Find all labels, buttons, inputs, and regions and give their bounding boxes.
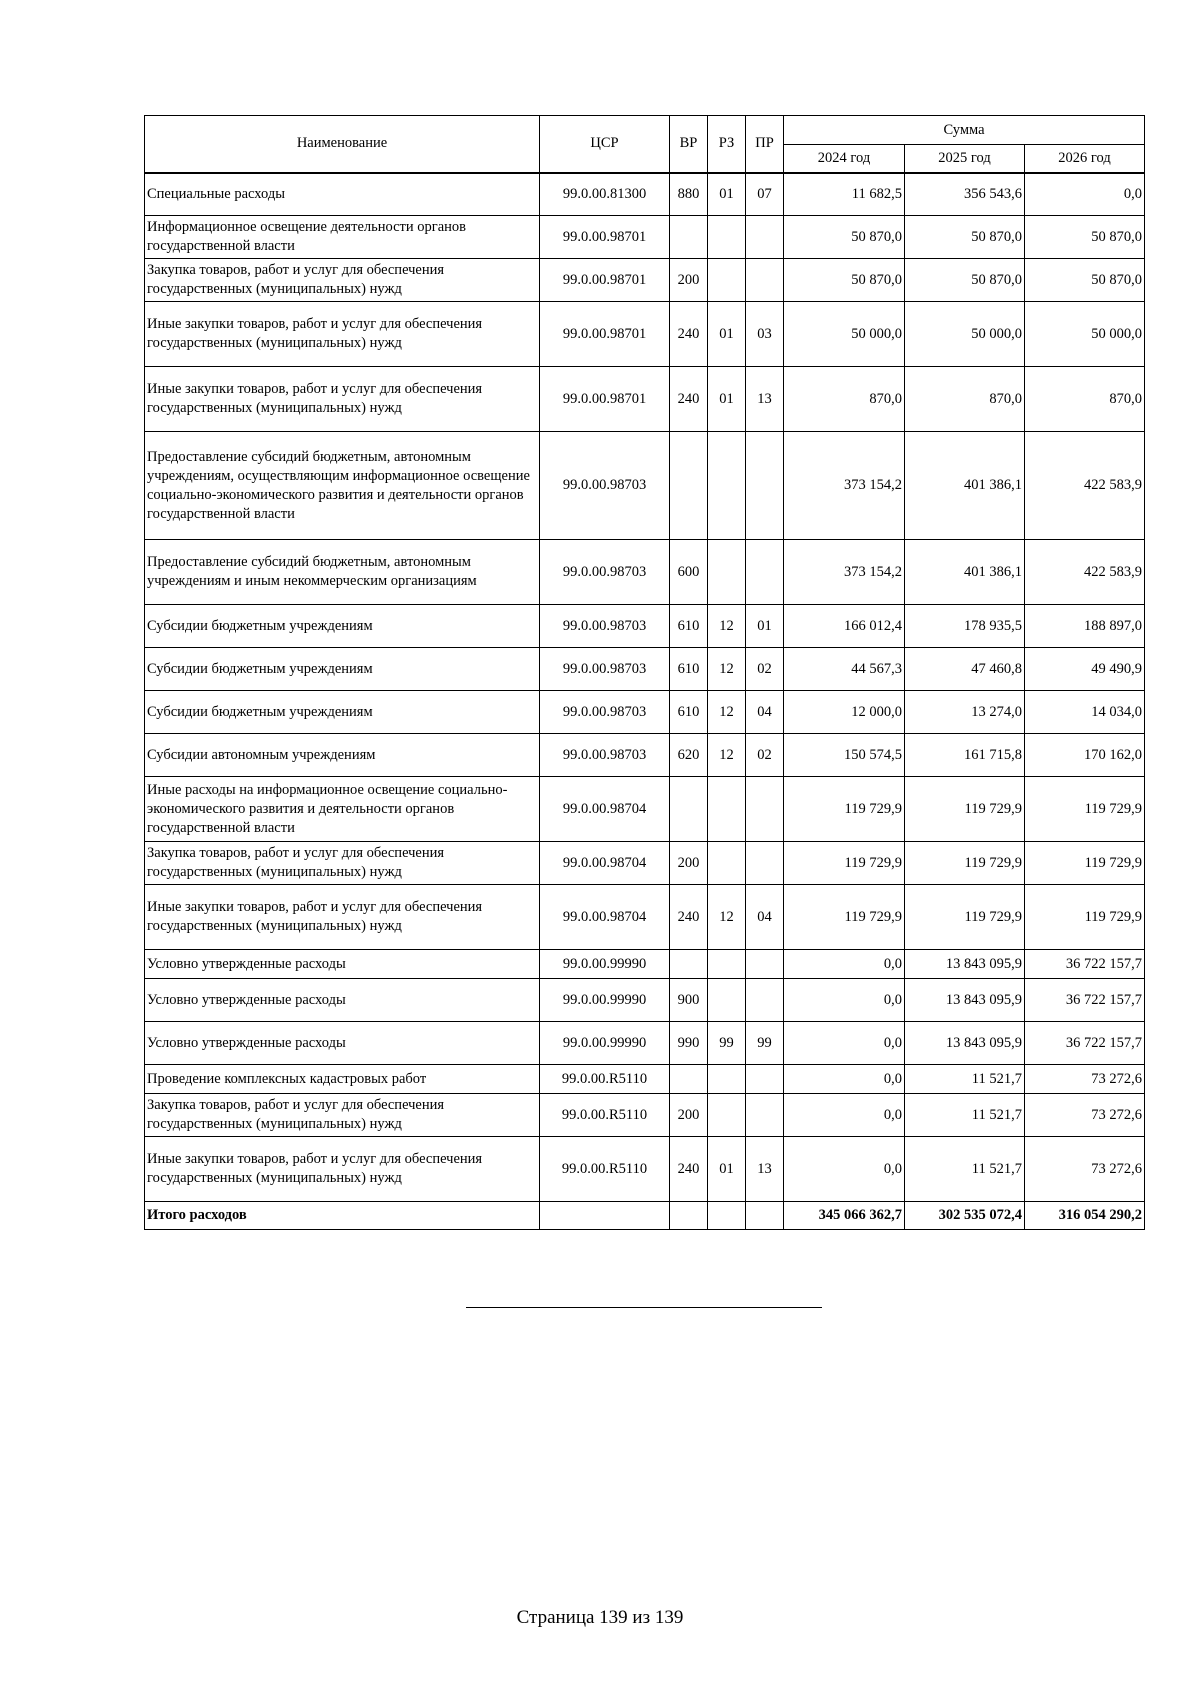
row-pr — [746, 432, 784, 540]
row-2025: 11 521,7 — [905, 1065, 1025, 1094]
header-name: Наименование — [145, 116, 540, 173]
table-row — [145, 885, 1145, 950]
row-csr: 99.0.00.98703 — [540, 432, 670, 540]
row-name: Иные закупки товаров, работ и услуг для обеспечения государственных (муниципальных) нужд — [145, 885, 540, 950]
table-row — [145, 1022, 1145, 1065]
row-2025: 50 870,0 — [905, 216, 1025, 259]
row-name: Иные расходы на информационное освещение социально-экономического развития и деятельности органов государственной власти — [145, 777, 540, 842]
row-csr: 99.0.00.98703 — [540, 734, 670, 777]
row-pr: 02 — [746, 734, 784, 777]
row-rz: 12 — [708, 691, 746, 734]
table-row — [145, 979, 1145, 1022]
row-pr — [746, 979, 784, 1022]
header-year-2024: 2024 год — [784, 145, 905, 173]
row-csr: 99.0.00.R5110 — [540, 1137, 670, 1202]
row-2024: 373 154,2 — [784, 432, 905, 540]
row-name: Иные закупки товаров, работ и услуг для обеспечения государственных (муниципальных) нужд — [145, 367, 540, 432]
row-pr — [746, 259, 784, 302]
table-body — [145, 173, 1145, 1202]
row-pr — [746, 1094, 784, 1137]
table-row — [145, 605, 1145, 648]
row-rz — [708, 950, 746, 979]
row-2026: 422 583,9 — [1025, 432, 1145, 540]
header-year-2025: 2025 год — [905, 145, 1025, 173]
row-2024: 150 574,5 — [784, 734, 905, 777]
row-pr — [746, 950, 784, 979]
table-row — [145, 648, 1145, 691]
row-rz — [708, 216, 746, 259]
row-rz — [708, 259, 746, 302]
row-csr: 99.0.00.99990 — [540, 979, 670, 1022]
table-row — [145, 216, 1145, 259]
row-2026: 50 870,0 — [1025, 216, 1145, 259]
row-csr: 99.0.00.98704 — [540, 885, 670, 950]
row-name: Закупка товаров, работ и услуг для обеспечения государственных (муниципальных) нужд — [145, 842, 540, 885]
row-csr: 99.0.00.99990 — [540, 950, 670, 979]
row-2024: 0,0 — [784, 1022, 905, 1065]
row-2025: 119 729,9 — [905, 777, 1025, 842]
row-vr: 200 — [670, 259, 708, 302]
row-rz — [708, 540, 746, 605]
row-csr: 99.0.00.98703 — [540, 648, 670, 691]
row-2025: 13 843 095,9 — [905, 950, 1025, 979]
row-rz: 12 — [708, 648, 746, 691]
row-rz: 01 — [708, 302, 746, 367]
row-csr: 99.0.00.81300 — [540, 173, 670, 216]
row-2025: 401 386,1 — [905, 540, 1025, 605]
row-vr: 240 — [670, 302, 708, 367]
row-csr: 99.0.00.98704 — [540, 842, 670, 885]
row-name: Иные закупки товаров, работ и услуг для обеспечения государственных (муниципальных) нужд — [145, 302, 540, 367]
row-2024: 50 870,0 — [784, 216, 905, 259]
total-2024: 345 066 362,7 — [784, 1202, 905, 1230]
table-row — [145, 173, 1145, 216]
table-row — [145, 540, 1145, 605]
separator-line — [466, 1307, 822, 1308]
row-2026: 36 722 157,7 — [1025, 1022, 1145, 1065]
total-2025: 302 535 072,4 — [905, 1202, 1025, 1230]
row-2025: 50 870,0 — [905, 259, 1025, 302]
row-2026: 119 729,9 — [1025, 842, 1145, 885]
row-2024: 0,0 — [784, 1137, 905, 1202]
row-2026: 0,0 — [1025, 173, 1145, 216]
row-rz: 01 — [708, 173, 746, 216]
row-2024: 0,0 — [784, 1065, 905, 1094]
row-2026: 73 272,6 — [1025, 1065, 1145, 1094]
table-row — [145, 367, 1145, 432]
row-2026: 49 490,9 — [1025, 648, 1145, 691]
header-sum: Сумма — [784, 116, 1145, 145]
row-2024: 50 870,0 — [784, 259, 905, 302]
row-csr: 99.0.00.98703 — [540, 691, 670, 734]
row-2024: 44 567,3 — [784, 648, 905, 691]
row-2026: 188 897,0 — [1025, 605, 1145, 648]
table-row — [145, 691, 1145, 734]
row-2025: 356 543,6 — [905, 173, 1025, 216]
row-vr: 610 — [670, 648, 708, 691]
row-2024: 50 000,0 — [784, 302, 905, 367]
row-csr: 99.0.00.R5110 — [540, 1094, 670, 1137]
row-name: Закупка товаров, работ и услуг для обеспечения государственных (муниципальных) нужд — [145, 259, 540, 302]
row-name: Предоставление субсидий бюджетным, автономным учреждениям и иным некоммерческим организациям — [145, 540, 540, 605]
row-rz: 01 — [708, 1137, 746, 1202]
row-pr — [746, 216, 784, 259]
row-csr: 99.0.00.99990 — [540, 1022, 670, 1065]
row-2024: 119 729,9 — [784, 885, 905, 950]
row-2024: 0,0 — [784, 1094, 905, 1137]
row-2025: 11 521,7 — [905, 1137, 1025, 1202]
row-csr: 99.0.00.98701 — [540, 259, 670, 302]
row-2025: 119 729,9 — [905, 885, 1025, 950]
budget-table — [144, 115, 1145, 1230]
row-2026: 170 162,0 — [1025, 734, 1145, 777]
row-2026: 50 870,0 — [1025, 259, 1145, 302]
row-pr: 99 — [746, 1022, 784, 1065]
table-row — [145, 1137, 1145, 1202]
row-rz: 12 — [708, 605, 746, 648]
row-csr: 99.0.00.98704 — [540, 777, 670, 842]
total-2026: 316 054 290,2 — [1025, 1202, 1145, 1230]
row-2025: 11 521,7 — [905, 1094, 1025, 1137]
row-name: Закупка товаров, работ и услуг для обеспечения государственных (муниципальных) нужд — [145, 1094, 540, 1137]
row-pr: 01 — [746, 605, 784, 648]
row-name: Условно утвержденные расходы — [145, 950, 540, 979]
row-csr: 99.0.00.R5110 — [540, 1065, 670, 1094]
row-2024: 11 682,5 — [784, 173, 905, 216]
total-empty-vr — [670, 1202, 708, 1230]
row-rz — [708, 1094, 746, 1137]
row-rz: 01 — [708, 367, 746, 432]
row-pr: 04 — [746, 885, 784, 950]
row-pr: 07 — [746, 173, 784, 216]
total-empty-rz — [708, 1202, 746, 1230]
row-2024: 119 729,9 — [784, 777, 905, 842]
row-csr: 99.0.00.98701 — [540, 367, 670, 432]
row-vr: 610 — [670, 691, 708, 734]
row-2026: 119 729,9 — [1025, 777, 1145, 842]
row-2025: 13 843 095,9 — [905, 1022, 1025, 1065]
row-2024: 119 729,9 — [784, 842, 905, 885]
table-row — [145, 1065, 1145, 1094]
row-rz: 12 — [708, 734, 746, 777]
row-name: Субсидии бюджетным учреждениям — [145, 691, 540, 734]
row-pr: 02 — [746, 648, 784, 691]
row-vr: 990 — [670, 1022, 708, 1065]
row-2025: 119 729,9 — [905, 842, 1025, 885]
row-rz — [708, 777, 746, 842]
row-2026: 73 272,6 — [1025, 1137, 1145, 1202]
table-row — [145, 777, 1145, 842]
row-2026: 36 722 157,7 — [1025, 950, 1145, 979]
table-row — [145, 842, 1145, 885]
header-pr: ПР — [746, 116, 784, 173]
row-vr: 240 — [670, 367, 708, 432]
row-name: Проведение комплексных кадастровых работ — [145, 1065, 540, 1094]
row-2025: 178 935,5 — [905, 605, 1025, 648]
row-pr: 04 — [746, 691, 784, 734]
row-2025: 13 843 095,9 — [905, 979, 1025, 1022]
page-number: Страница 139 из 139 — [516, 1607, 684, 1628]
row-pr — [746, 1065, 784, 1094]
total-label: Итого расходов — [145, 1202, 540, 1230]
row-name: Предоставление субсидий бюджетным, автономным учреждениям, осуществляющим информационное освещение социально-экономического развития и деятельности органов государственной власти — [145, 432, 540, 540]
row-2025: 870,0 — [905, 367, 1025, 432]
row-rz: 99 — [708, 1022, 746, 1065]
row-rz — [708, 432, 746, 540]
row-vr — [670, 432, 708, 540]
table-row — [145, 432, 1145, 540]
row-pr: 13 — [746, 1137, 784, 1202]
row-2026: 73 272,6 — [1025, 1094, 1145, 1137]
row-2024: 870,0 — [784, 367, 905, 432]
row-name: Информационное освещение деятельности органов государственной власти — [145, 216, 540, 259]
header-vr: ВР — [670, 116, 708, 173]
row-vr: 880 — [670, 173, 708, 216]
table-row — [145, 302, 1145, 367]
table-row — [145, 734, 1145, 777]
row-name: Субсидии автономным учреждениям — [145, 734, 540, 777]
row-2024: 373 154,2 — [784, 540, 905, 605]
row-2026: 870,0 — [1025, 367, 1145, 432]
row-name: Условно утвержденные расходы — [145, 1022, 540, 1065]
row-vr: 600 — [670, 540, 708, 605]
row-name: Условно утвержденные расходы — [145, 979, 540, 1022]
row-vr: 240 — [670, 1137, 708, 1202]
total-empty-csr — [540, 1202, 670, 1230]
row-rz — [708, 842, 746, 885]
row-name: Специальные расходы — [145, 173, 540, 216]
row-vr — [670, 1065, 708, 1094]
row-name: Субсидии бюджетным учреждениям — [145, 605, 540, 648]
row-rz: 12 — [708, 885, 746, 950]
row-pr: 03 — [746, 302, 784, 367]
row-csr: 99.0.00.98703 — [540, 540, 670, 605]
row-vr: 610 — [670, 605, 708, 648]
total-row — [145, 1202, 1145, 1230]
row-2026: 36 722 157,7 — [1025, 979, 1145, 1022]
table-row — [145, 950, 1145, 979]
row-vr: 240 — [670, 885, 708, 950]
header-csr: ЦСР — [540, 116, 670, 173]
row-2026: 119 729,9 — [1025, 885, 1145, 950]
table-row — [145, 1094, 1145, 1137]
header-year-2026: 2026 год — [1025, 145, 1145, 173]
header-rz: РЗ — [708, 116, 746, 173]
row-pr — [746, 842, 784, 885]
row-csr: 99.0.00.98701 — [540, 216, 670, 259]
table-row — [145, 259, 1145, 302]
total-empty-pr — [746, 1202, 784, 1230]
row-2025: 50 000,0 — [905, 302, 1025, 367]
row-2024: 12 000,0 — [784, 691, 905, 734]
row-2025: 401 386,1 — [905, 432, 1025, 540]
row-2025: 47 460,8 — [905, 648, 1025, 691]
row-2025: 161 715,8 — [905, 734, 1025, 777]
table-header — [145, 116, 1145, 173]
row-vr — [670, 950, 708, 979]
row-2026: 14 034,0 — [1025, 691, 1145, 734]
row-pr — [746, 540, 784, 605]
row-vr — [670, 777, 708, 842]
row-2024: 0,0 — [784, 979, 905, 1022]
row-rz — [708, 979, 746, 1022]
row-2026: 50 000,0 — [1025, 302, 1145, 367]
row-2026: 422 583,9 — [1025, 540, 1145, 605]
row-vr: 620 — [670, 734, 708, 777]
row-name: Субсидии бюджетным учреждениям — [145, 648, 540, 691]
row-2024: 166 012,4 — [784, 605, 905, 648]
row-2024: 0,0 — [784, 950, 905, 979]
row-rz — [708, 1065, 746, 1094]
row-name: Иные закупки товаров, работ и услуг для обеспечения государственных (муниципальных) нужд — [145, 1137, 540, 1202]
row-2025: 13 274,0 — [905, 691, 1025, 734]
row-vr — [670, 216, 708, 259]
row-vr: 900 — [670, 979, 708, 1022]
row-csr: 99.0.00.98701 — [540, 302, 670, 367]
row-pr — [746, 777, 784, 842]
row-vr: 200 — [670, 1094, 708, 1137]
row-csr: 99.0.00.98703 — [540, 605, 670, 648]
row-vr: 200 — [670, 842, 708, 885]
row-pr: 13 — [746, 367, 784, 432]
